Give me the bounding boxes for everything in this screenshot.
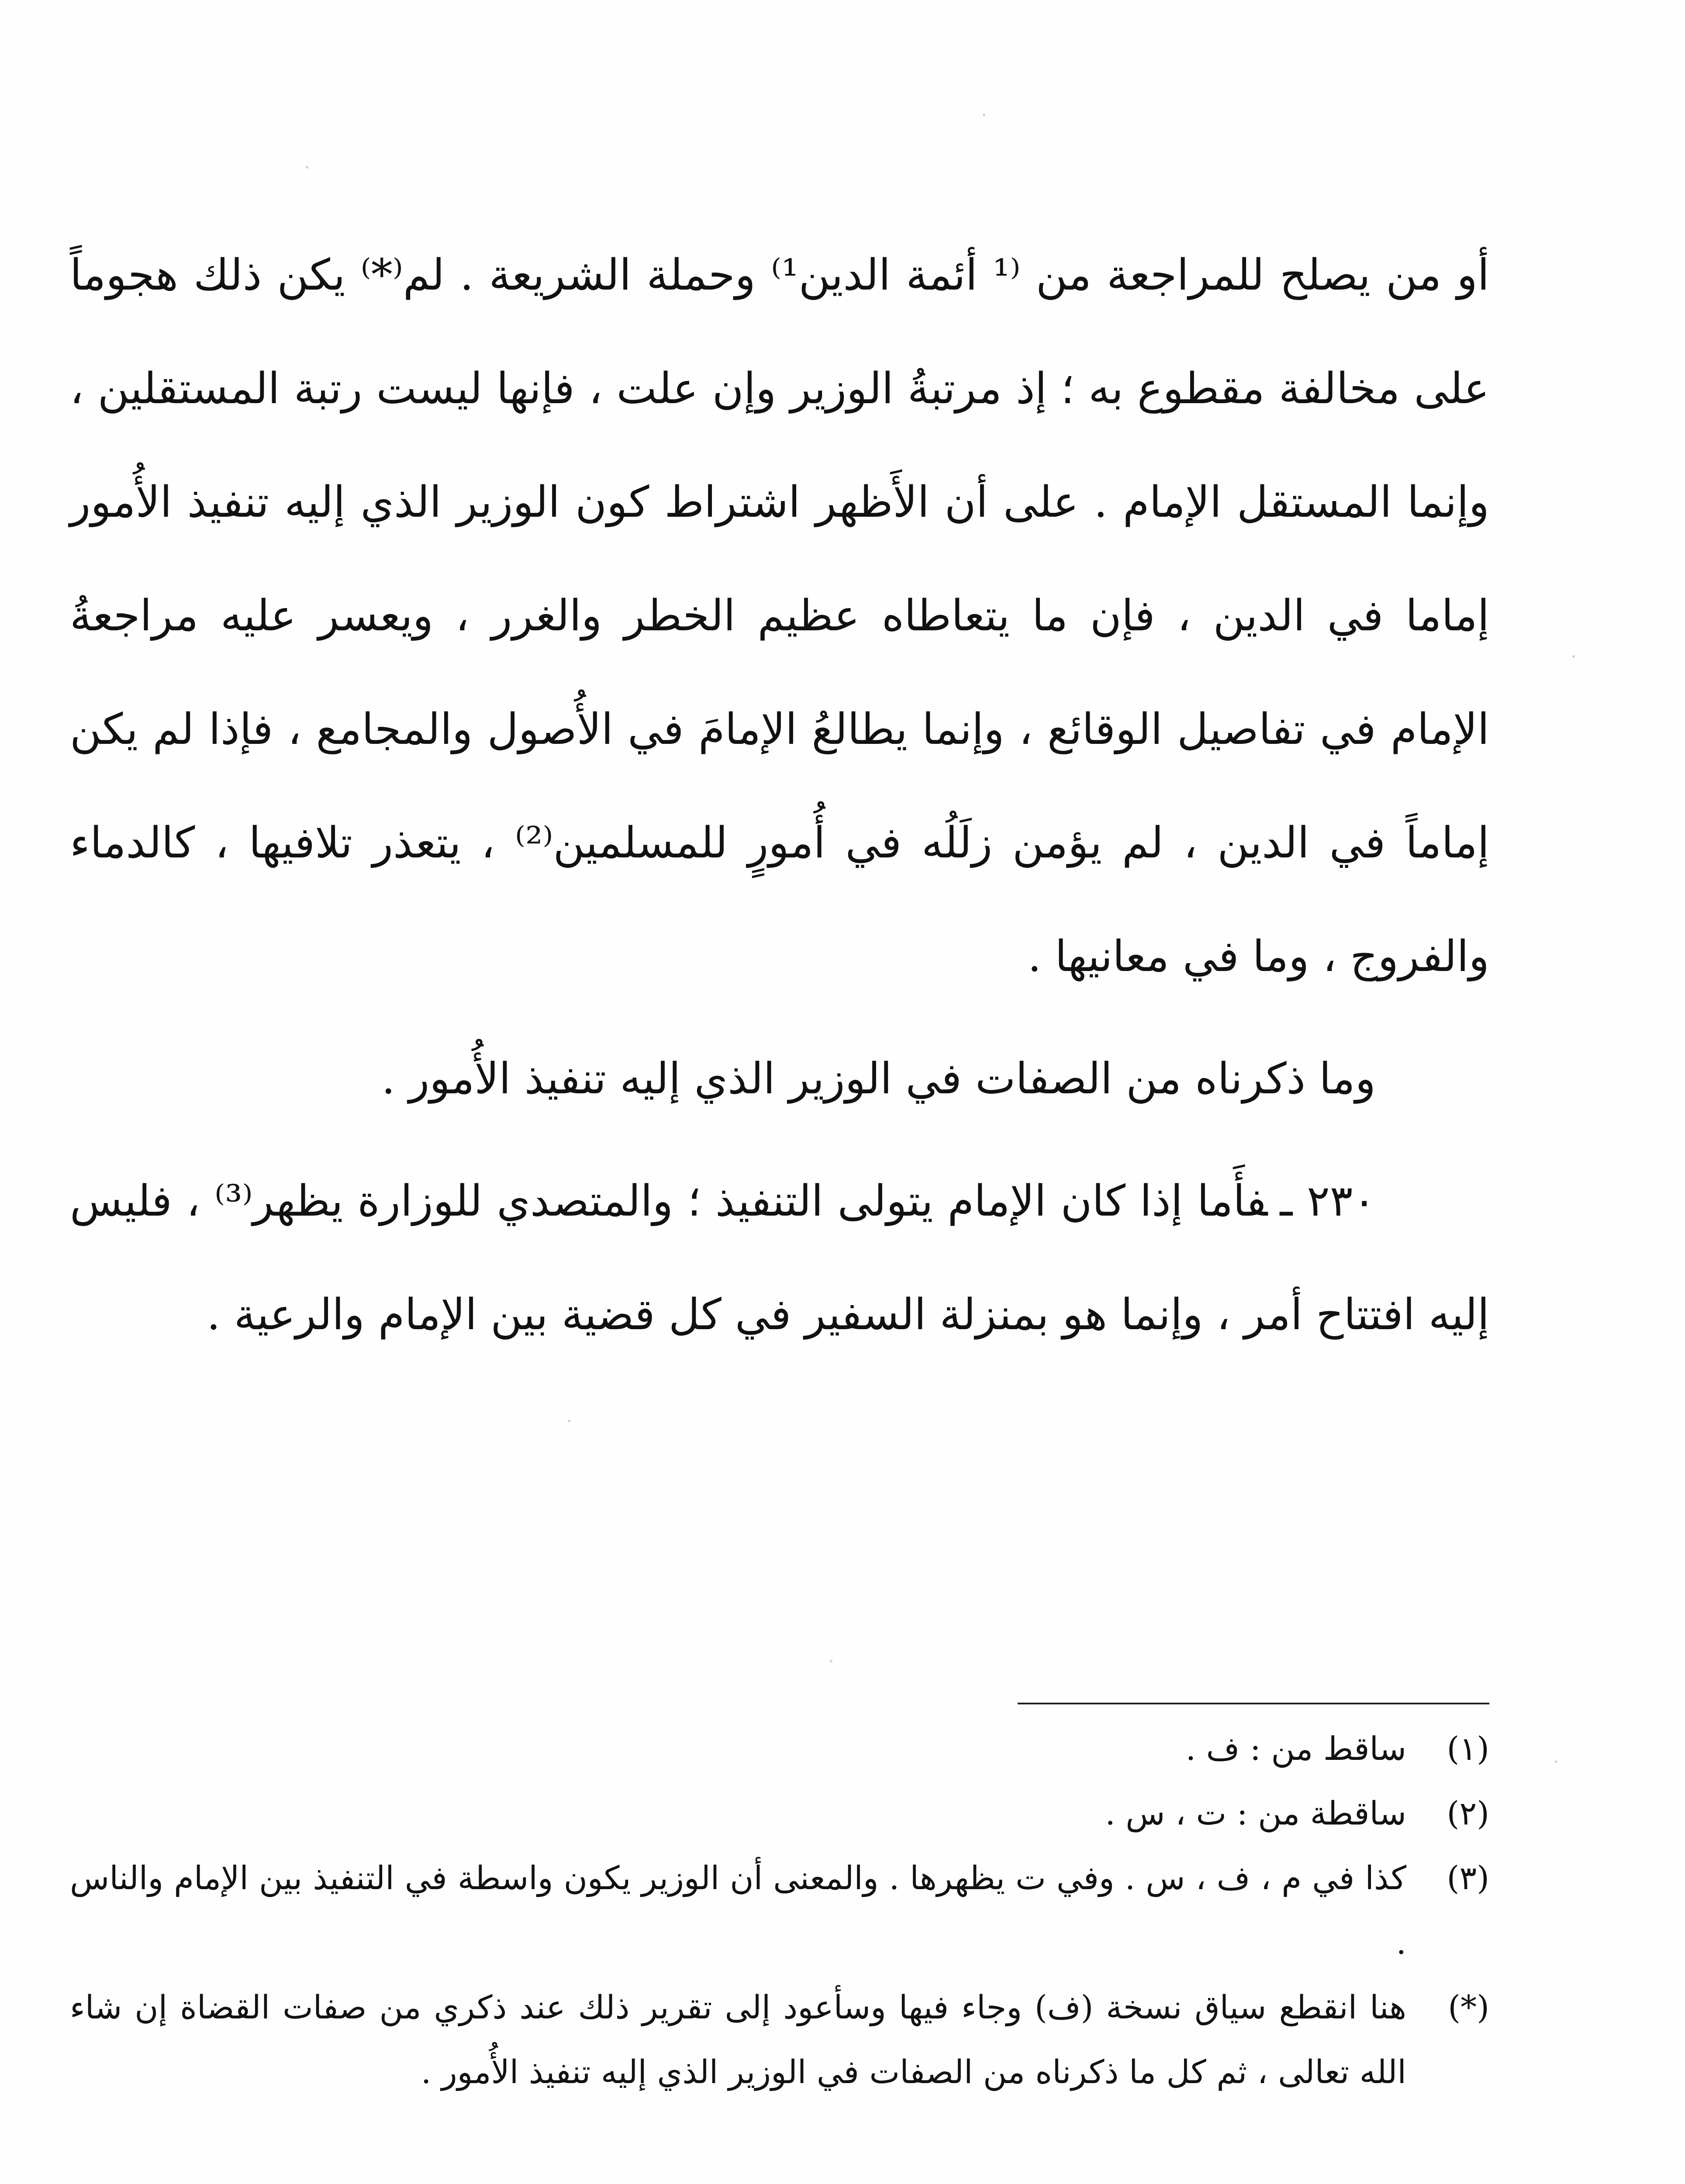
footnote-divider xyxy=(1018,1703,1489,1704)
scan-speck xyxy=(983,114,985,116)
scan-speck xyxy=(306,166,308,169)
footnote-text: كذا في م ، ف ، س . وفي ت يظهرها . والمعنى أن الوزير يكون واسطة في التنفيذ بين الإمام والناس . xyxy=(70,1859,1406,1962)
scan-speck xyxy=(568,1420,570,1422)
footnote-star xyxy=(70,1975,1489,2105)
footnote-2 xyxy=(70,1781,1489,1846)
footnote-mark: (٢) xyxy=(1447,1795,1489,1832)
scan-speck xyxy=(1555,1760,1557,1763)
scan-speck xyxy=(1572,655,1575,658)
footnotes xyxy=(70,1717,1489,2105)
paragraph-number: ٢٣٠ ـ xyxy=(1280,1176,1376,1226)
footnote-1 xyxy=(70,1717,1489,1781)
main-text xyxy=(70,218,1489,1372)
footnote-mark: (*) xyxy=(1448,1989,1489,2026)
paragraph-3 xyxy=(70,1144,1489,1372)
paragraph-1: أو من يصلح للمراجعة من ⁽¹ أئمة الدين¹⁾ وحملة الشريعة . لم⁽*⁾ يكن ذلك هجوماً على مخالفة مقطوع به ؛ إذ مرتبةُ الوزير وإن علت ، فإنها ليست رتبة المستقلين ، وإنما المستقل الإمام . على أن الأَظهر اشتراط كون الوزير الذي إليه تنفيذ الأُمور إماما في الدين ، فإن ما يتعاطاه عظيم الخطر والغرر ، ويعسر عليه مراجعةُ الإمام في تفاصيل الوقائع ، وإنما يطالعُ الإمامَ في الأُصول والمجامع ، فإذا لم يكن إماماً في الدين ، لم يؤمن زلَلُه في أُمورٍ للمسلمين⁽²⁾ ، يتعذر تلافيها ، كالدماء والفروج ، وما في معانيها . xyxy=(70,250,1490,981)
paragraph-2: وما ذكرناه من الصفات في الوزير الذي إليه تنفيذ الأُمور . xyxy=(381,1054,1376,1104)
footnote-3 xyxy=(70,1846,1489,1975)
footnote-text: هنا انقطع سياق نسخة (ف) وجاء فيها وسأعود إلى تقرير ذلك عند ذكري من صفات القضاة إن شاء الله تعالى ، ثم كل ما ذكرناه من الصفات في الوزير الذي إليه تنفيذ الأُمور . xyxy=(70,1989,1406,2091)
footnote-mark: (٣) xyxy=(1447,1859,1489,1897)
paragraph-3-text: فأَما إذا كان الإمام يتولى التنفيذ ؛ والمتصدي للوزارة يظهر⁽³⁾ ، فليس إليه افتتاح أمر ، وإنما هو بمنزلة السفير في كل قضية بين الإمام والرعية . xyxy=(70,1176,1489,1340)
footnote-text: ساقطة من : ت ، س . xyxy=(1105,1795,1406,1832)
footnote-text: ساقط من : ف . xyxy=(1185,1730,1406,1768)
scan-speck xyxy=(830,1660,832,1662)
footnote-mark: (١) xyxy=(1447,1730,1489,1768)
